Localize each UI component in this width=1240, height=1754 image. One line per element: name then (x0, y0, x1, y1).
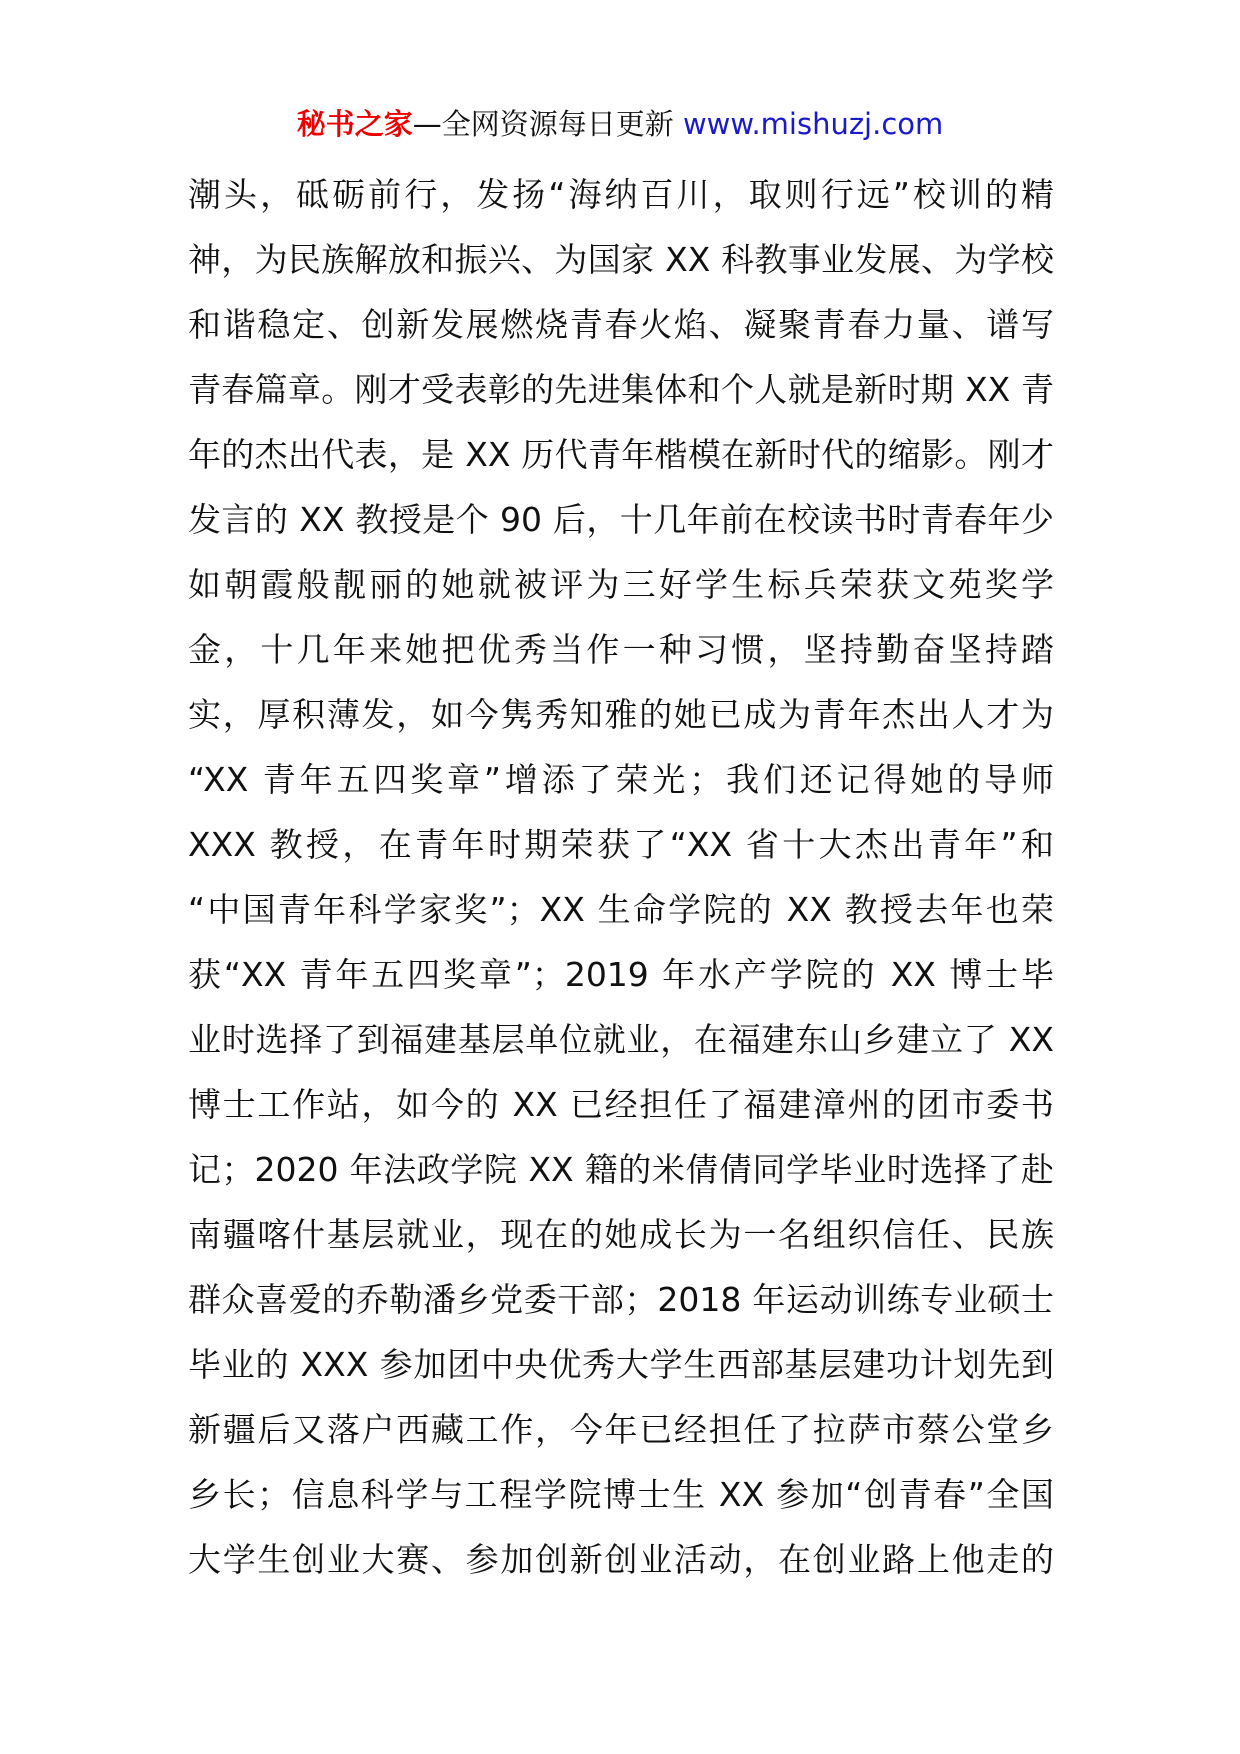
body-line: 记；2020 年法政学院 XX 籍的米倩倩同学毕业时选择了赴 (188, 1150, 1054, 1189)
body-line: 大学生创业大赛、参加创新创业活动，在创业路上他走的 (188, 1540, 1054, 1579)
body-line: 南疆喀什基层就业，现在的她成长为一名组织信任、民族 (188, 1215, 1054, 1254)
body-line: 业时选择了到福建基层单位就业，在福建东山乡建立了 XX (188, 1020, 1054, 1059)
page-header (0, 104, 1240, 144)
body-line: 金，十几年来她把优秀当作一种习惯，坚持勤奋坚持踏 (188, 630, 1054, 669)
body-line: 潮头，砥砺前行，发扬“海纳百川，取则行远”校训的精 (188, 175, 1054, 214)
body-line: 和谐稳定、创新发展燃烧青春火焰、凝聚青春力量、谱写 (188, 305, 1054, 344)
body-line: 乡长；信息科学与工程学院博士生 XX 参加“创青春”全国 (188, 1475, 1054, 1514)
body-line: XXX 教授，在青年时期荣获了“XX 省十大杰出青年”和 (188, 825, 1054, 864)
header-tagline: —全网资源每日更新 (412, 107, 683, 141)
brand-name: 秘书之家 (296, 107, 413, 141)
body-line: 群众喜爱的乔勒潘乡党委干部；2018 年运动训练专业硕士 (188, 1280, 1054, 1319)
body-line: “XX 青年五四奖章”增添了荣光；我们还记得她的导师 (188, 760, 1054, 799)
body-line: 博士工作站，如今的 XX 已经担任了福建漳州的团市委书 (188, 1085, 1054, 1124)
body-line: 青春篇章。刚才受表彰的先进集体和个人就是新时期 XX 青 (188, 370, 1054, 409)
body-line: 实，厚积薄发，如今隽秀知雅的她已成为青年杰出人才为 (188, 695, 1054, 734)
body-paragraph (188, 162, 1054, 1592)
body-line: 年的杰出代表，是 XX 历代青年楷模在新时代的缩影。刚才 (188, 435, 1054, 474)
site-url-link[interactable]: www.mishuzj.com (682, 107, 944, 141)
body-line: 如朝霞般靓丽的她就被评为三好学生标兵荣获文苑奖学 (188, 565, 1054, 604)
body-line: 发言的 XX 教授是个 90 后，十几年前在校读书时青春年少 (188, 500, 1054, 539)
body-line: 新疆后又落户西藏工作，今年已经担任了拉萨市蔡公堂乡 (188, 1410, 1054, 1449)
body-line: 毕业的 XXX 参加团中央优秀大学生西部基层建功计划先到 (188, 1345, 1054, 1384)
body-line: “中国青年科学家奖”；XX 生命学院的 XX 教授去年也荣 (188, 890, 1054, 929)
body-line: 获“XX 青年五四奖章”；2019 年水产学院的 XX 博士毕 (188, 955, 1054, 994)
body-line: 神，为民族解放和振兴、为国家 XX 科教事业发展、为学校 (188, 240, 1054, 279)
